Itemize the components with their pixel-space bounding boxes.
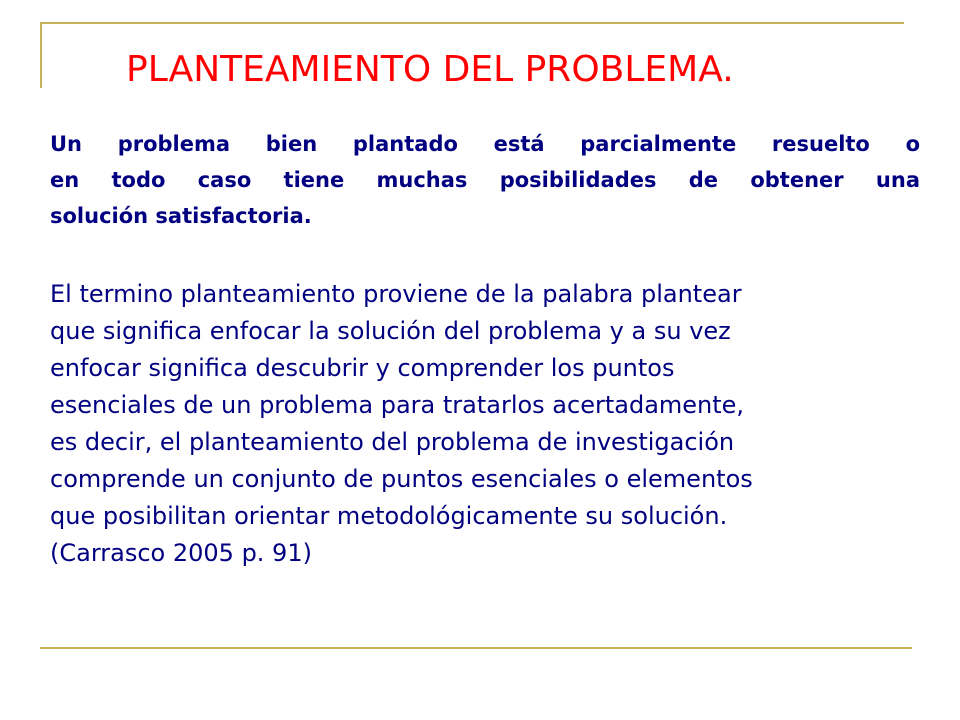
body-line: El termino planteamiento proviene de la palabra plantear — [50, 280, 742, 308]
lead-line: en todo caso tiene muchas posibilidades de obtener una — [50, 168, 920, 192]
body-line: enfocar significa descubrir y comprender los puntos — [50, 354, 675, 382]
body-paragraph — [50, 276, 920, 572]
body-line: comprende un conjunto de puntos esenciales o elementos — [50, 465, 753, 493]
top-rule — [40, 22, 904, 24]
lead-line: Un problema bien plantado está parcialmente resuelto o — [50, 132, 920, 156]
lead-paragraph — [50, 126, 920, 234]
lead-line: solución satisfactoria. — [50, 204, 312, 228]
body-line: esenciales de un problema para tratarlos acertadamente, — [50, 391, 745, 419]
body-line: es decir, el planteamiento del problema de investigación — [50, 428, 735, 456]
body-line: (Carrasco 2005 p. 91) — [50, 539, 312, 567]
bottom-rule — [40, 647, 912, 649]
body-line: que posibilitan orientar metodológicamente su solución. — [50, 502, 728, 530]
left-rule — [40, 22, 42, 88]
slide-title: PLANTEAMIENTO DEL PROBLEMA. — [126, 49, 734, 90]
body-line: que significa enfocar la solución del problema y a su vez — [50, 317, 731, 345]
